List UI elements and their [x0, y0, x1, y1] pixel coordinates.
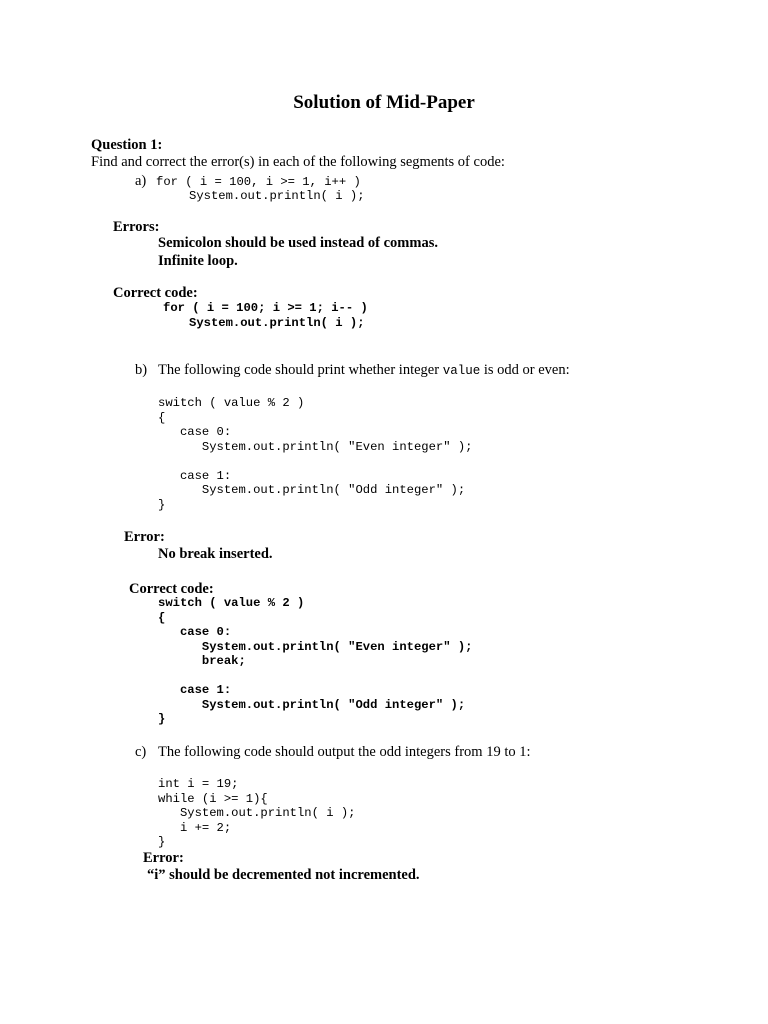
part-c-code-block: int i = 19; while (i >= 1){ System.out.println( i ); i += 2; } [158, 777, 356, 849]
part-a-error-1: Semicolon should be used instead of commas. [158, 235, 438, 251]
part-a-error-2: Infinite loop. [158, 253, 238, 269]
part-b-prompt-pre: The following code should print whether integer [158, 362, 443, 378]
part-a-code-line1: for ( i = 100, i >= 1, i++ ) [156, 175, 361, 189]
part-c-marker: c) [135, 744, 147, 760]
part-a-correct-line1: for ( i = 100; i >= 1; i-- ) [163, 301, 368, 315]
part-a-marker: a) [135, 173, 147, 189]
part-b-prompt-code: value [442, 364, 481, 378]
page-title: Solution of Mid-Paper [293, 92, 475, 113]
part-b-marker: b) [135, 362, 148, 378]
part-a-correct-line2: System.out.println( i ); [189, 316, 365, 330]
question-label: Question 1: [91, 137, 163, 153]
part-c-prompt: The following code should output the odd integers from 19 to 1: [158, 744, 531, 760]
part-a-code-line2: System.out.println( i ); [189, 189, 365, 203]
part-b-correct-code-block: switch ( value % 2 ) { case 0: System.out.println( "Even integer" ); break; case 1: System.out.println( "Odd integer" ); } [158, 596, 473, 726]
part-b-error-1: No break inserted. [158, 546, 273, 562]
part-c-error-label: Error: [143, 850, 184, 866]
part-b-error-label: Error: [124, 529, 165, 545]
instruction-text: Find and correct the error(s) in each of the following segments of code: [91, 154, 505, 170]
part-c-error-1: “i” should be decremented not incremented. [147, 867, 420, 883]
part-b-correct-label: Correct code: [129, 581, 214, 597]
part-b-prompt-post: is odd or even: [480, 362, 570, 378]
part-a-correct-label: Correct code: [113, 285, 198, 301]
part-b-prompt [158, 362, 570, 379]
part-b-code-block: switch ( value % 2 ) { case 0: System.out.println( "Even integer" ); case 1: System.out.println( "Odd integer" ); } [158, 396, 473, 512]
part-a-errors-label: Errors: [113, 219, 160, 235]
